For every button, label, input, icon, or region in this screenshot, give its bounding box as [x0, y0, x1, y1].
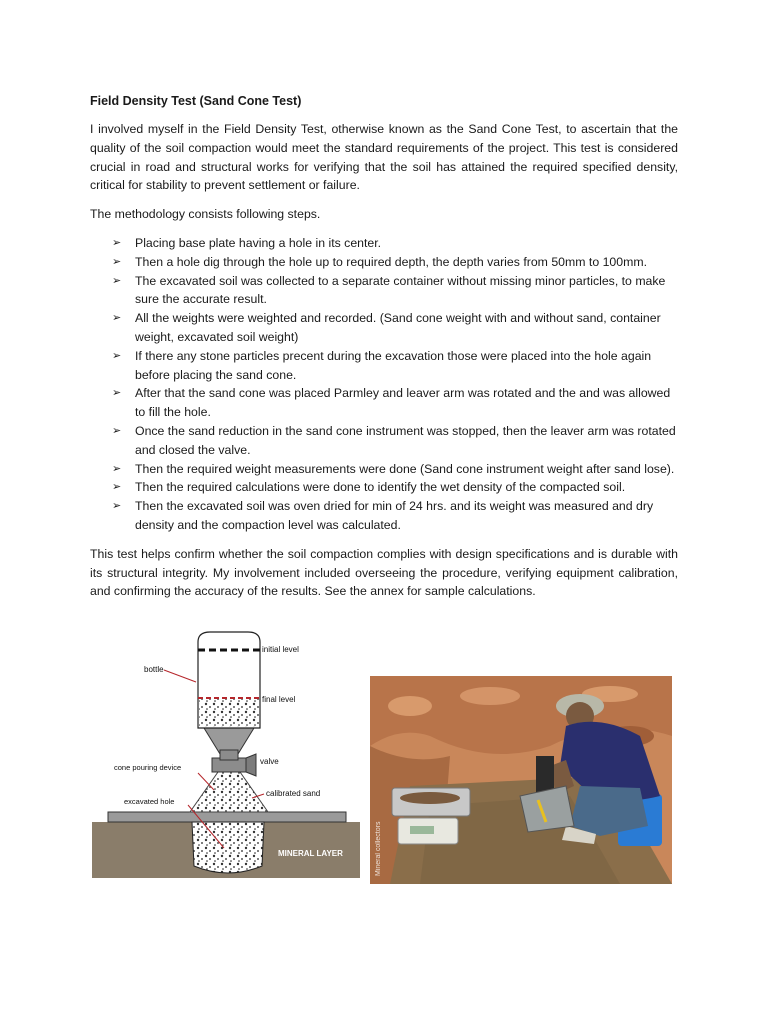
- list-item: ➢ The excavated soil was collected to a separate container without missing minor particles, to make sure the accurate result.: [112, 273, 666, 307]
- funnel-neck: [220, 750, 238, 760]
- list-item: ➢ Then the excavated soil was oven dried for min of 24 hrs. and its weight was measured and dry density and the compaction level was calculated.: [112, 499, 654, 532]
- list-item: ➢ Then a hole dig through the hole up to required depth, the depth varies from 50mm to 100mm.: [90, 253, 678, 272]
- excavated-hole: [192, 822, 264, 873]
- page-title: Field Density Test (Sand Cone Test): [90, 94, 302, 108]
- valve-handle: [246, 754, 256, 776]
- list-item: ➢ If there any stone particles precent during the excavation those were placed into the hole again before placing the sand cone.: [112, 348, 652, 382]
- arrow-bullet-icon: ➢: [112, 255, 122, 268]
- arrow-bullet-icon: ➢: [112, 462, 122, 475]
- list-item: ➢ Then the required weight measurements were done (Sand cone instrument weight after sand lose).: [90, 460, 678, 479]
- label-calibrated-sand: calibrated sand: [266, 789, 321, 798]
- list-item: ➢ Then the required calculations were done to identify the wet density of the compacted soil.: [90, 478, 678, 497]
- label-cone-pouring-device: cone pouring device: [114, 763, 182, 772]
- field-photo: [370, 676, 672, 884]
- photo-watermark: Mineral collectors: [375, 821, 382, 876]
- label-bottle: bottle: [144, 665, 164, 674]
- list-item: ➢ After that the sand cone was placed Parmley and leaver arm was rotated and the and was allowed to fill the hole.: [112, 386, 671, 420]
- base-plate: [108, 812, 346, 822]
- methodology-intro: The methodology consists following steps.: [90, 207, 321, 222]
- list-item: ➢ Placing base plate having a hole in its center.: [90, 234, 678, 253]
- arrow-bullet-icon: ➢: [112, 500, 122, 513]
- arrow-bullet-icon: ➢: [112, 274, 122, 287]
- arrow-bullet-icon: ➢: [112, 387, 122, 400]
- conclusion-paragraph: This test helps confirm whether the soil compaction complies with design specifications and is durable with its structural integrity. My involvement included overseeing the procedure, verifying equipment calibration, and confirming the accuracy of the results. See the annex for sample calculations.: [90, 546, 678, 599]
- bottle-leader: [164, 670, 196, 682]
- sand-cone-diagram: [92, 630, 362, 882]
- steps-list: [90, 234, 678, 535]
- label-mineral-layer: MINERAL LAYER: [278, 849, 343, 858]
- figures-row: [92, 630, 682, 890]
- arrow-bullet-icon: ➢: [112, 236, 122, 249]
- label-valve: valve: [260, 757, 279, 766]
- intro-paragraph: I involved myself in the Field Density Test, otherwise known as the Sand Cone Test, to ascertain that the quality of the soil compaction would meet the standard requirements of the project. This test is considered crucial in road and structural works for verifying that the soil has attained the required specified density, critical for stability to prevent settlement or failure.: [90, 122, 678, 193]
- sand-cone: [190, 772, 268, 812]
- arrow-bullet-icon: ➢: [112, 349, 122, 362]
- document-body: [90, 92, 678, 601]
- arrow-bullet-icon: ➢: [112, 481, 122, 494]
- label-excavated-hole: excavated hole: [124, 797, 175, 806]
- arrow-bullet-icon: ➢: [112, 312, 122, 325]
- arrow-bullet-icon: ➢: [112, 424, 122, 437]
- list-item: ➢ All the weights were weighted and recorded. (Sand cone weight with and without sand, container weight, excavated soil weight): [112, 311, 661, 344]
- list-item: ➢ Once the sand reduction in the sand cone instrument was stopped, then the leaver arm was rotated and closed the valve.: [112, 423, 676, 457]
- bottle-sand: [199, 698, 259, 727]
- label-final-level: final level: [262, 695, 296, 704]
- label-initial-level: initial level: [262, 645, 299, 654]
